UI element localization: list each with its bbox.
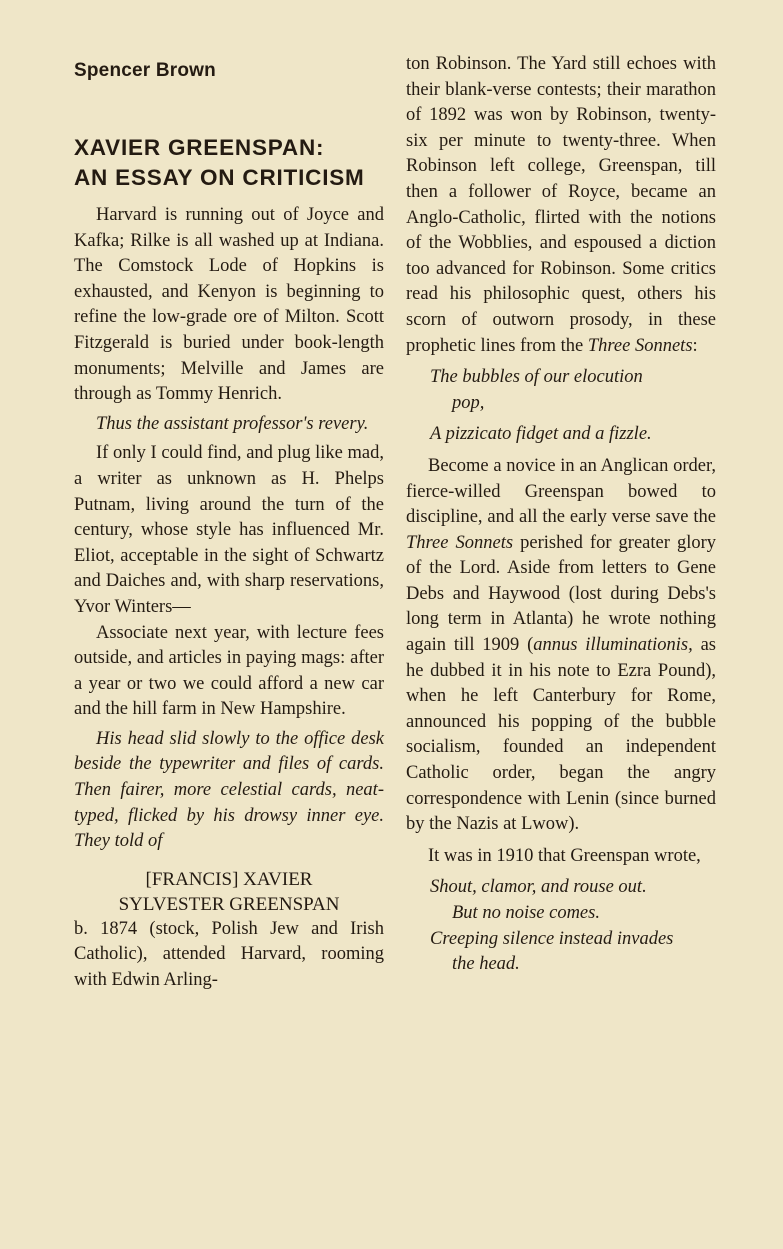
italic-paragraph: Thus the assistant professor's revery. — [96, 413, 369, 434]
title-line: AN ESSAY ON CRITICISM — [74, 165, 365, 190]
poem-quote — [406, 365, 716, 448]
text-run: as he dubbed it in his note to Ezra Pound), when he left Canterbury for Rome, announced his popping of the bubble socialism, founded an independent Catholic order, began the angry correspondence with Lenin (since burned by the Nazis at Lwow). — [406, 635, 716, 835]
card-heading — [74, 867, 384, 917]
essay-title — [74, 133, 374, 193]
card-heading-line: [FRANCIS] XAVIER — [145, 868, 313, 890]
book-title: Three Sonnets — [587, 335, 693, 356]
book-title: Three Sonnets — [406, 532, 514, 553]
poem-line: A pizzicato fidget and a fizzle. — [430, 424, 652, 445]
poem-quote — [406, 875, 716, 977]
left-column — [74, 203, 384, 994]
text-run: : — [692, 335, 698, 356]
poem-line: the head. — [452, 954, 520, 975]
paragraph: Associate next year, with lecture fees outside, and articles in paying mags: after a year or two we could afford a new car and the hill farm in New Hampshire. — [74, 622, 384, 720]
card-body: b. 1874 (stock, Polish Jew and Irish Catholic), attended Harvard, rooming with Edwin Arling- — [74, 918, 384, 991]
poem-line: pop, — [452, 392, 485, 413]
poem-line: The bubbles of our elocution — [430, 367, 643, 388]
paragraph: Harvard is running out of Joyce and Kafka; Rilke is all washed up at Indiana. The Comstock Lode of Hopkins is exhausted, and Kenyon is beginning to refine the low-grade ore of Milton. Scott Fitzgerald is buried under book-length monuments; Melville and James are through as Tommy Henrich. — [74, 205, 384, 405]
right-column — [406, 52, 716, 978]
paragraph — [406, 52, 716, 359]
author-name: Spencer Brown — [74, 60, 216, 81]
latin-phrase: annus illuminationis, — [533, 635, 693, 656]
text-run: Become a novice in an Anglican order, fierce-willed Greenspan bowed to discipline, and all the early verse save the — [406, 455, 716, 528]
italic-paragraph: His head slid slowly to the office desk beside the typewriter and files of cards. Then fairer, more celestial cards, neat-typed, flicked by his drowsy inner eye. They told of — [74, 728, 384, 852]
title-line: XAVIER GREENSPAN: — [74, 135, 325, 160]
paragraph — [406, 454, 716, 838]
text-run: perished for greater glory of the Lord. Aside from letters to Gene Debs and Haywood (lost during Debs's long term in Atlanta) he wrote nothing again till 1909 ( — [406, 532, 717, 656]
text-run: ton Robinson. The Yard still echoes with their blank-verse contests; their marathon of 1892 was won by Robinson, twenty-six per minute to twenty-three. When Robinson left college, Greenspan, till then a follower of Royce, became an Anglo-Catholic, flirted with the notions of the Wobblies, and espoused a diction too advanced for Robinson. Some critics read his philosophic quest, others his scorn of outworn prosody, in these prophetic lines from the — [406, 54, 716, 356]
paragraph: It was in 1910 that Greenspan wrote, — [428, 845, 701, 866]
card-heading-line: SYLVESTER GREENSPAN — [118, 893, 340, 915]
poem-line: But no noise comes. — [452, 903, 600, 923]
poem-line: Shout, clamor, and rouse out. — [430, 877, 647, 898]
paragraph: If only I could find, and plug like mad, a writer as unknown as H. Phelps Putnam, living around the turn of the century, whose style has influenced Mr. Eliot, acceptable in the sight of Schwartz and Daiches and, with sharp reservations, Yvor Winters— — [74, 443, 384, 617]
poem-line: Creeping silence instead invades — [430, 928, 674, 949]
